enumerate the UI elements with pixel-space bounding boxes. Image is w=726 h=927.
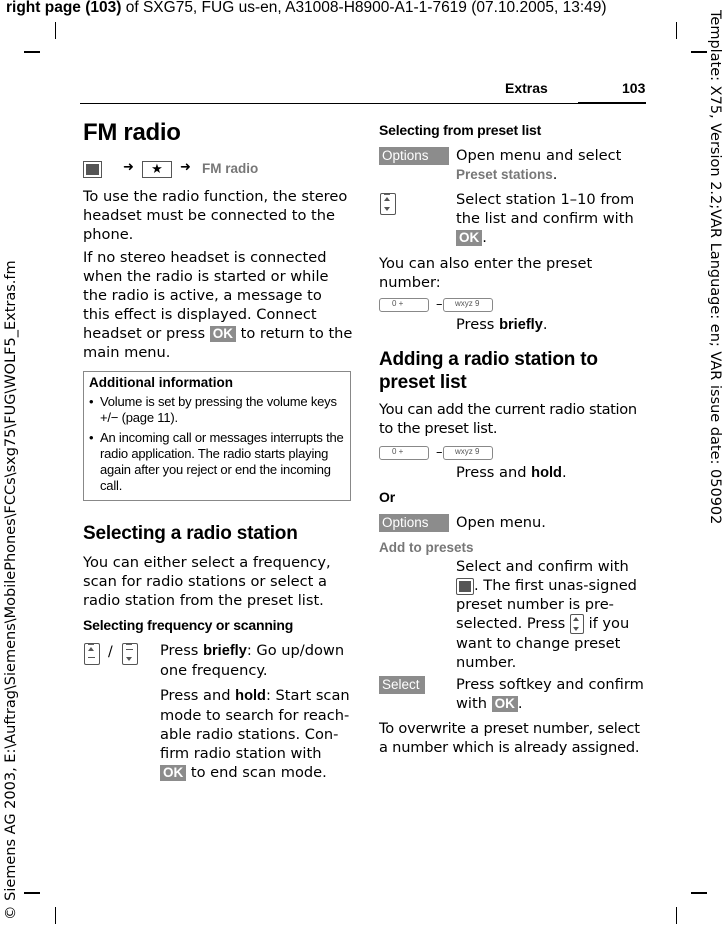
page-number: 103 <box>622 80 646 96</box>
instruction <box>456 463 646 483</box>
key-0-icon <box>379 446 429 460</box>
dash: – <box>436 297 443 312</box>
options-softkey: Options <box>382 515 429 530</box>
crop-mark <box>24 51 40 53</box>
instruction-text: Press <box>456 316 495 333</box>
side-text-left: © Siemens AG 2003, E:\Auftrag\Siemens\MobilePhones\FCCs\sxg75\FUG\WOLF5_Extras.fm <box>3 260 19 920</box>
key-label: wxyz 9 <box>455 299 480 308</box>
crop-mark <box>676 907 677 924</box>
menu-path <box>83 160 283 180</box>
crop-mark <box>691 892 707 894</box>
instruction-text: Press and <box>456 464 527 481</box>
menu-item-add-to-presets: Add to presets <box>379 540 474 555</box>
paragraph: You can add the current radio station to the preset list. <box>379 401 637 437</box>
ok-key: OK <box>456 230 482 246</box>
info-item-text: Volume is set by pressing the volume keys +/− (page 11). <box>100 394 337 425</box>
instruction-text: if you want to change preset number. <box>456 615 630 671</box>
arrow-icon: ➜ <box>180 160 191 175</box>
menu-key-icon <box>83 161 102 178</box>
key-range <box>379 446 499 462</box>
crop-mark <box>691 51 707 53</box>
period: . <box>552 166 558 183</box>
period: . <box>517 695 523 712</box>
paragraph: To overwrite a preset number, select a number which is already assigned. <box>379 720 640 756</box>
options-softkey: Options <box>382 148 429 163</box>
center-key-icon <box>456 578 474 595</box>
instruction <box>456 146 646 184</box>
ok-key: OK <box>160 765 186 781</box>
star-key-icon: ★ <box>142 161 172 178</box>
instruction-text: Press softkey and confirm with <box>456 676 644 712</box>
subsection-heading: Selecting from preset list <box>379 122 542 138</box>
period: . <box>482 229 487 246</box>
menu-path-fm-radio: FM radio <box>202 161 259 176</box>
info-item-text: An incoming call or messages interrupts the radio application. The radio starts playing again after you reject or end the incoming call. <box>100 430 344 493</box>
instruction <box>456 675 646 713</box>
menu-item-preset-stations: Preset stations <box>456 167 553 182</box>
emphasis: hold <box>531 465 562 481</box>
paragraph: You can also enter the preset number: <box>379 255 593 291</box>
instruction: Open menu. <box>456 514 546 531</box>
print-info-bold: right page (103) <box>6 0 122 16</box>
paragraph: To use the radio function, the stereo headset must be connected to the phone. <box>83 188 348 243</box>
info-item <box>89 430 345 496</box>
ok-key: OK <box>210 326 236 342</box>
select-softkey: Select <box>382 677 420 692</box>
crop-mark <box>55 22 56 39</box>
key-9-icon <box>443 446 493 460</box>
print-info-rest: of SXG75, FUG us-en, A31008-H8900-A1-1-7619 (07.10.2005, 13:49) <box>121 0 607 16</box>
page-number-rule <box>578 102 646 104</box>
paragraph-text: to return to the main menu. <box>83 325 353 361</box>
key-range <box>379 298 499 314</box>
updown-key-icon <box>570 614 584 634</box>
subsection-heading: Selecting frequency or scanning <box>83 617 294 633</box>
section-heading: Adding a radio station to preset list <box>379 349 598 393</box>
paragraph: You can either select a frequency, scan for radio stations or select a radio station from the preset list. <box>83 554 331 609</box>
instruction <box>160 641 350 680</box>
or-label: Or <box>379 489 395 505</box>
instruction-text: . The first unas-signed preset number is pre-selected. Press <box>456 577 637 632</box>
key-0-icon <box>379 298 429 312</box>
section-heading: Selecting a radio station <box>83 523 298 544</box>
paragraph <box>83 248 353 362</box>
print-info-line <box>6 0 607 17</box>
down-key-icon <box>122 643 138 665</box>
header-rule <box>80 103 646 104</box>
emphasis: hold <box>235 688 266 704</box>
page-title: FM radio <box>83 119 181 146</box>
bullet: • <box>89 394 94 409</box>
slash: / <box>108 644 113 660</box>
period: . <box>561 464 567 481</box>
emphasis: briefly <box>499 317 543 333</box>
ok-key: OK <box>492 696 518 712</box>
crop-mark <box>24 892 40 894</box>
instruction-text: Open menu and select <box>456 147 622 164</box>
instruction-text: Select and confirm with <box>456 558 629 575</box>
side-text-right: Template: X75, Version 2.2;VAR Language: en; VAR issue date: 050902 <box>707 10 723 525</box>
key-9-icon <box>443 298 493 312</box>
key-label: 0 + <box>392 447 404 456</box>
crop-mark <box>55 907 56 924</box>
emphasis: briefly <box>203 643 247 659</box>
key-label: 0 + <box>392 299 404 308</box>
instruction-text: Press <box>160 642 199 659</box>
instruction-text: Select station 1–10 from the list and confirm with <box>456 191 635 227</box>
bullet: • <box>89 430 94 445</box>
dash: – <box>436 445 443 460</box>
key-label: wxyz 9 <box>455 447 480 456</box>
info-title: Additional information <box>89 375 233 390</box>
section-title: Extras <box>505 80 548 96</box>
instruction <box>160 686 350 782</box>
instruction <box>456 557 646 672</box>
period: . <box>542 316 548 333</box>
up-key-icon <box>84 643 100 665</box>
updown-key-icon <box>380 193 396 215</box>
instruction <box>456 315 646 335</box>
crop-mark <box>676 22 677 39</box>
instruction-text: to end scan mode. <box>190 764 327 781</box>
info-box <box>83 371 351 501</box>
paragraph-text: If no stereo headset is connected when the radio is started or while the radio is active, a message to this effect is displayed. Connect headset or press <box>83 249 329 342</box>
instruction-text: : Go up/down one frequency. <box>160 642 345 679</box>
info-item <box>89 394 345 428</box>
arrow-icon: ➜ <box>123 160 134 175</box>
instruction <box>456 190 646 247</box>
instruction-text: : Start scan mode to search for reach-able radio stations. Con-firm radio station with <box>160 687 350 762</box>
instruction-text: Press and <box>160 687 231 704</box>
